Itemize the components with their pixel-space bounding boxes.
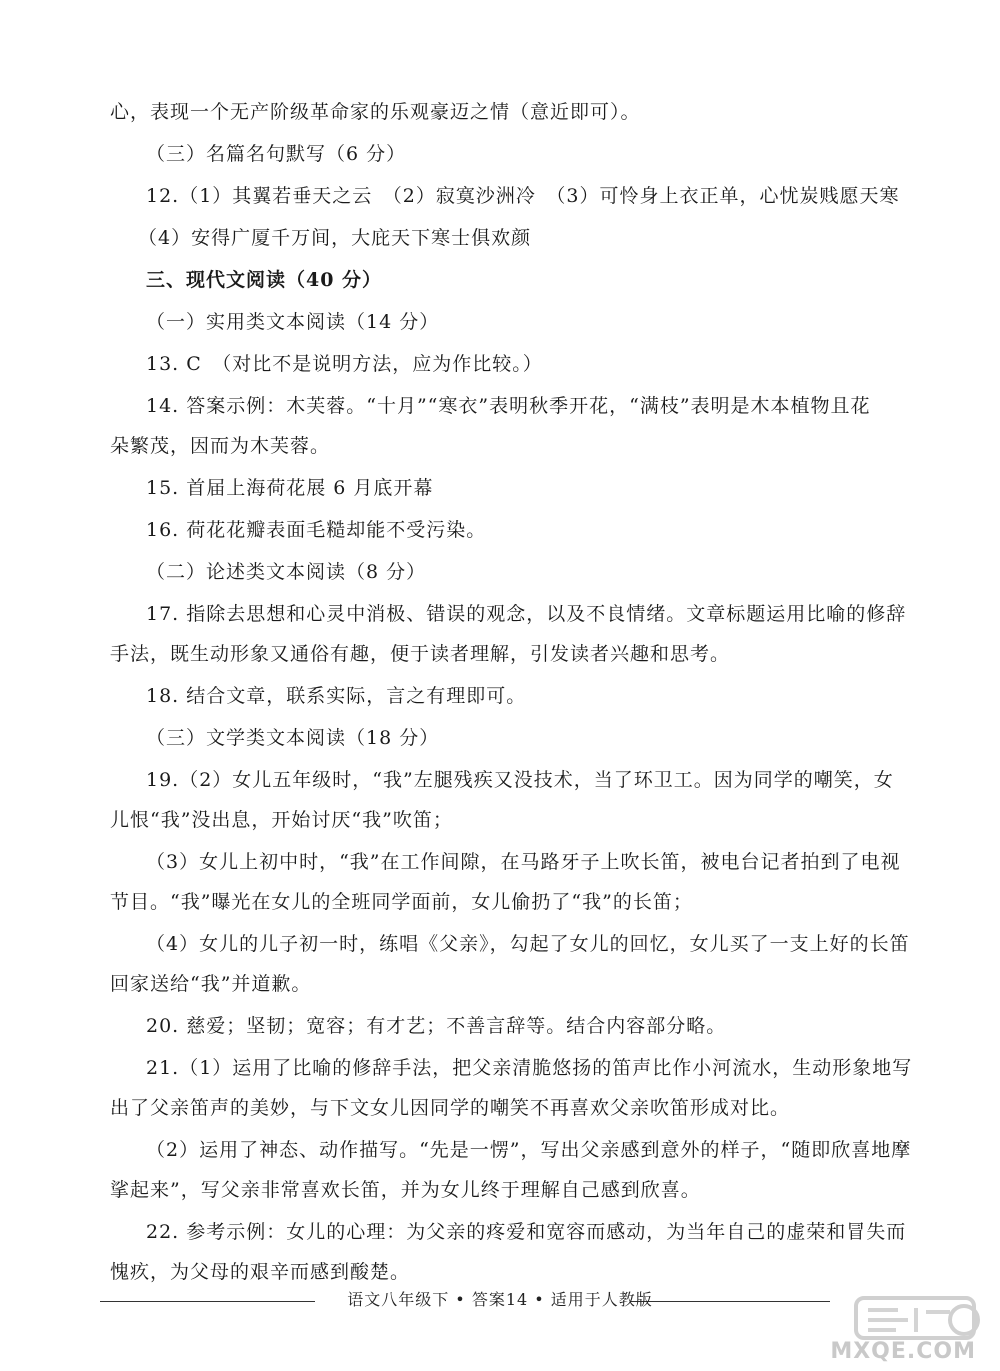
text-line: 手法，既生动形象又通俗有趣，便于读者理解，引发读者兴趣和思考。 (110, 643, 731, 665)
text-line: （4）安得广厦千万间，大庇天下寒士俱欢颜 (138, 227, 532, 249)
text-line: 22. 参考示例：女儿的心理：为父亲的疼爱和宽容而感动，为当年自己的虚荣和冒失而 (146, 1221, 907, 1243)
section-heading: （三）名篇名句默写（6 分） (146, 143, 407, 165)
text-line: 儿恨“我”没出息，开始讨厌“我”吹笛； (110, 809, 453, 831)
text-line: 愧疚，为父母的艰辛而感到酸楚。 (110, 1261, 411, 1283)
text-line: （2）运用了神态、动作描写。“先是一愣”，写出父亲感到意外的样子，“随即欣喜地摩 (146, 1139, 912, 1161)
section-heading: （三）文学类文本阅读（18 分） (146, 727, 440, 749)
text-line: 15. 首届上海荷花展 6 月底开幕 (146, 477, 434, 499)
section-heading: （二）论述类文本阅读（8 分） (146, 561, 427, 583)
text-line: 19.（2）女儿五年级时，“我”左腿残疾又没技术，当了环卫工。因为同学的嘲笑，女 (146, 769, 894, 791)
text-line: 16. 荷花花瓣表面毛糙却能不受污染。 (146, 519, 487, 541)
text-line: 13. C （对比不是说明方法，应为作比较。） (146, 353, 543, 375)
watermark-text: MXQE.COM (830, 1339, 976, 1364)
text-line: （4）女儿的儿子初一时，练唱《父亲》，勾起了女儿的回忆，女儿买了一支上好的长笛 (146, 933, 910, 955)
part-heading: 三、现代文阅读（40 分） (146, 269, 383, 291)
text-line: 12.（1）其翼若垂天之云 （2）寂寞沙洲冷 （3）可怜身上衣正单，心忧炭贱愿天寒 (146, 185, 900, 207)
text-line: （3）女儿上初中时，“我”在工作间隙，在马路牙子上吹长笛，被电台记者拍到了电视 (146, 851, 901, 873)
text-line: 心，表现一个无产阶级革命家的乐观豪迈之情（意近即可）。 (110, 101, 641, 123)
watermark-logo (830, 1290, 986, 1366)
text-line: 节目。“我”曝光在女儿的全班同学面前，女儿偷扔了“我”的长笛； (110, 891, 693, 913)
text-line: 挲起来”，写父亲非常喜欢长笛，并为女儿终于理解自己感到欣喜。 (110, 1179, 701, 1201)
text-line: 出了父亲笛声的美妙，与下文女儿因同学的嘲笑不再喜欢父亲吹笛形成对比。 (110, 1097, 791, 1119)
text-line: 21.（1）运用了比喻的修辞手法，把父亲清脆悠扬的笛声比作小河流水，生动形象地写 (146, 1057, 913, 1079)
text-line: 17. 指除去思想和心灵中消极、错误的观念，以及不良情绪。文章标题运用比喻的修辞 (146, 603, 907, 625)
text-line: 18. 结合文章，联系实际，言之有理即可。 (146, 685, 527, 707)
section-heading: （一）实用类文本阅读（14 分） (146, 311, 440, 333)
text-line: 14. 答案示例：木芙蓉。“十月”“寒衣”表明秋季开花，“满枝”表明是木本植物且花 (146, 395, 871, 417)
text-line: 20. 慈爱；坚韧；宽容；有才艺；不善言辞等。结合内容部分略。 (146, 1015, 727, 1037)
text-line: 回家送给“我”并道歉。 (110, 973, 312, 995)
text-line: 朵繁茂，因而为木芙蓉。 (110, 435, 331, 457)
page-footer: 语文八年级下 • 答案14 • 适用于人教版 (347, 1290, 653, 1309)
